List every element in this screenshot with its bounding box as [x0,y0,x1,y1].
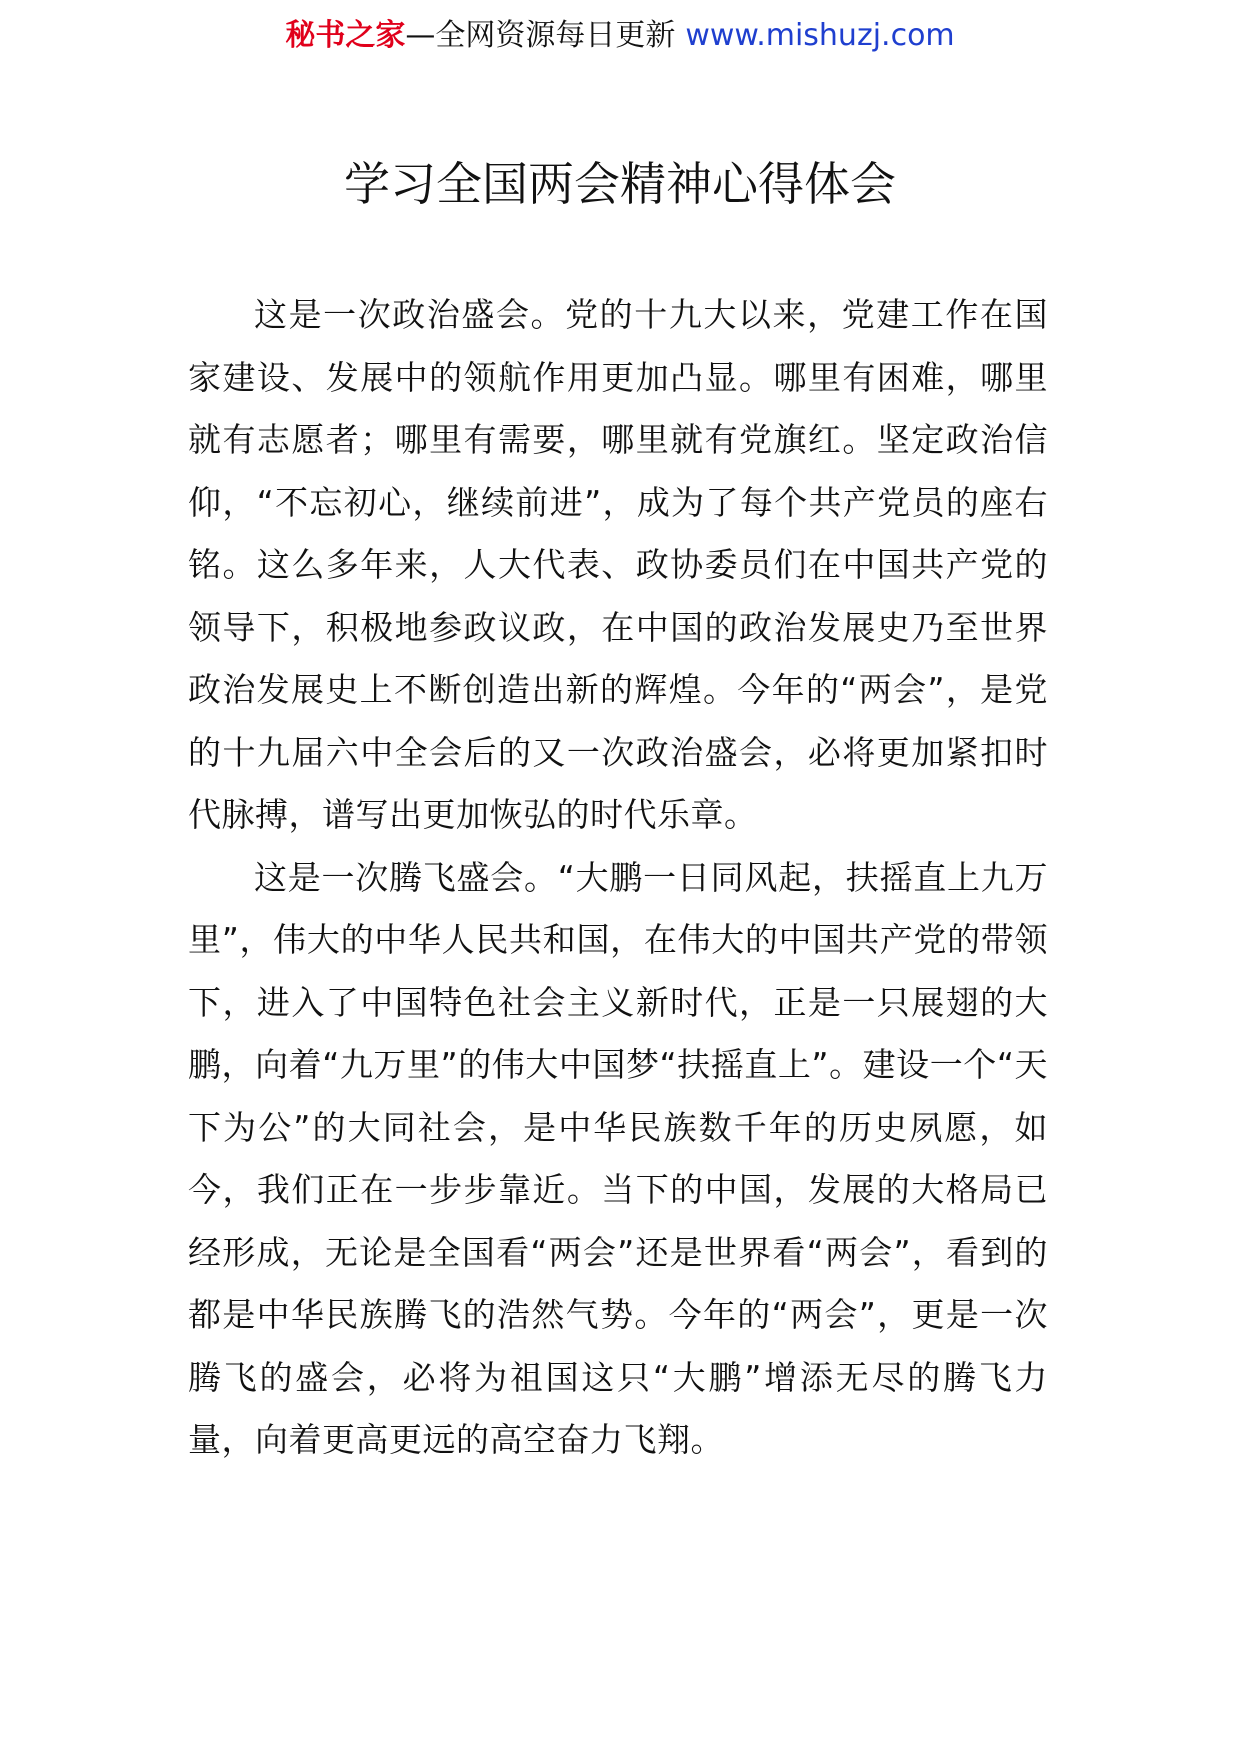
document-title: 学习全国两会精神心得体会 [344,157,896,211]
site-header [0,14,1240,58]
site-brand: 秘书之家 [285,18,406,53]
site-url-link[interactable]: www.mishuzj.com [685,18,955,53]
body-paragraph-1: 这是一次政治盛会。党的十九大以来，党建工作在国家建设、发展中的领航作用更加凸显。哪里有困难，哪里就有志愿者；哪里有需要，哪里就有党旗红。坚定政治信仰，“不忘初心，继续前进”，成为了每个共产党员的座右铭。这么多年来，人大代表、政协委员们在中国共产党的领导下，积极地参政议政，在中国的政治发展史乃至世界政治发展史上不断创造出新的辉煌。今年的“两会”，是党的十九届六中全会后的又一次政治盛会，必将更加紧扣时代脉搏，谱写出更加恢弘的时代乐章。 [188,295,1048,834]
site-slogan: —全网资源每日更新 [405,18,676,53]
body-paragraph-2: 这是一次腾飞盛会。“大鹏一日同风起，扶摇直上九万里”，伟大的中华人民共和国，在伟大的中国共产党的带领下，进入了中国特色社会主义新时代，正是一只展翅的大鹏，向着“九万里”的伟大中国梦“扶摇直上”。建设一个“天下为公”的大同社会，是中华民族数千年的历史夙愿，如今，我们正在一步步靠近。当下的中国，发展的大格局已经形成，无论是全国看“两会”还是世界看“两会”，看到的都是中华民族腾飞的浩然气势。今年的“两会”，更是一次腾飞的盛会，必将为祖国这只“大鹏”增添无尽的腾飞力量，向着更高更远的高空奋力飞翔。 [188,857,1048,1459]
document-body [188,284,1048,1472]
